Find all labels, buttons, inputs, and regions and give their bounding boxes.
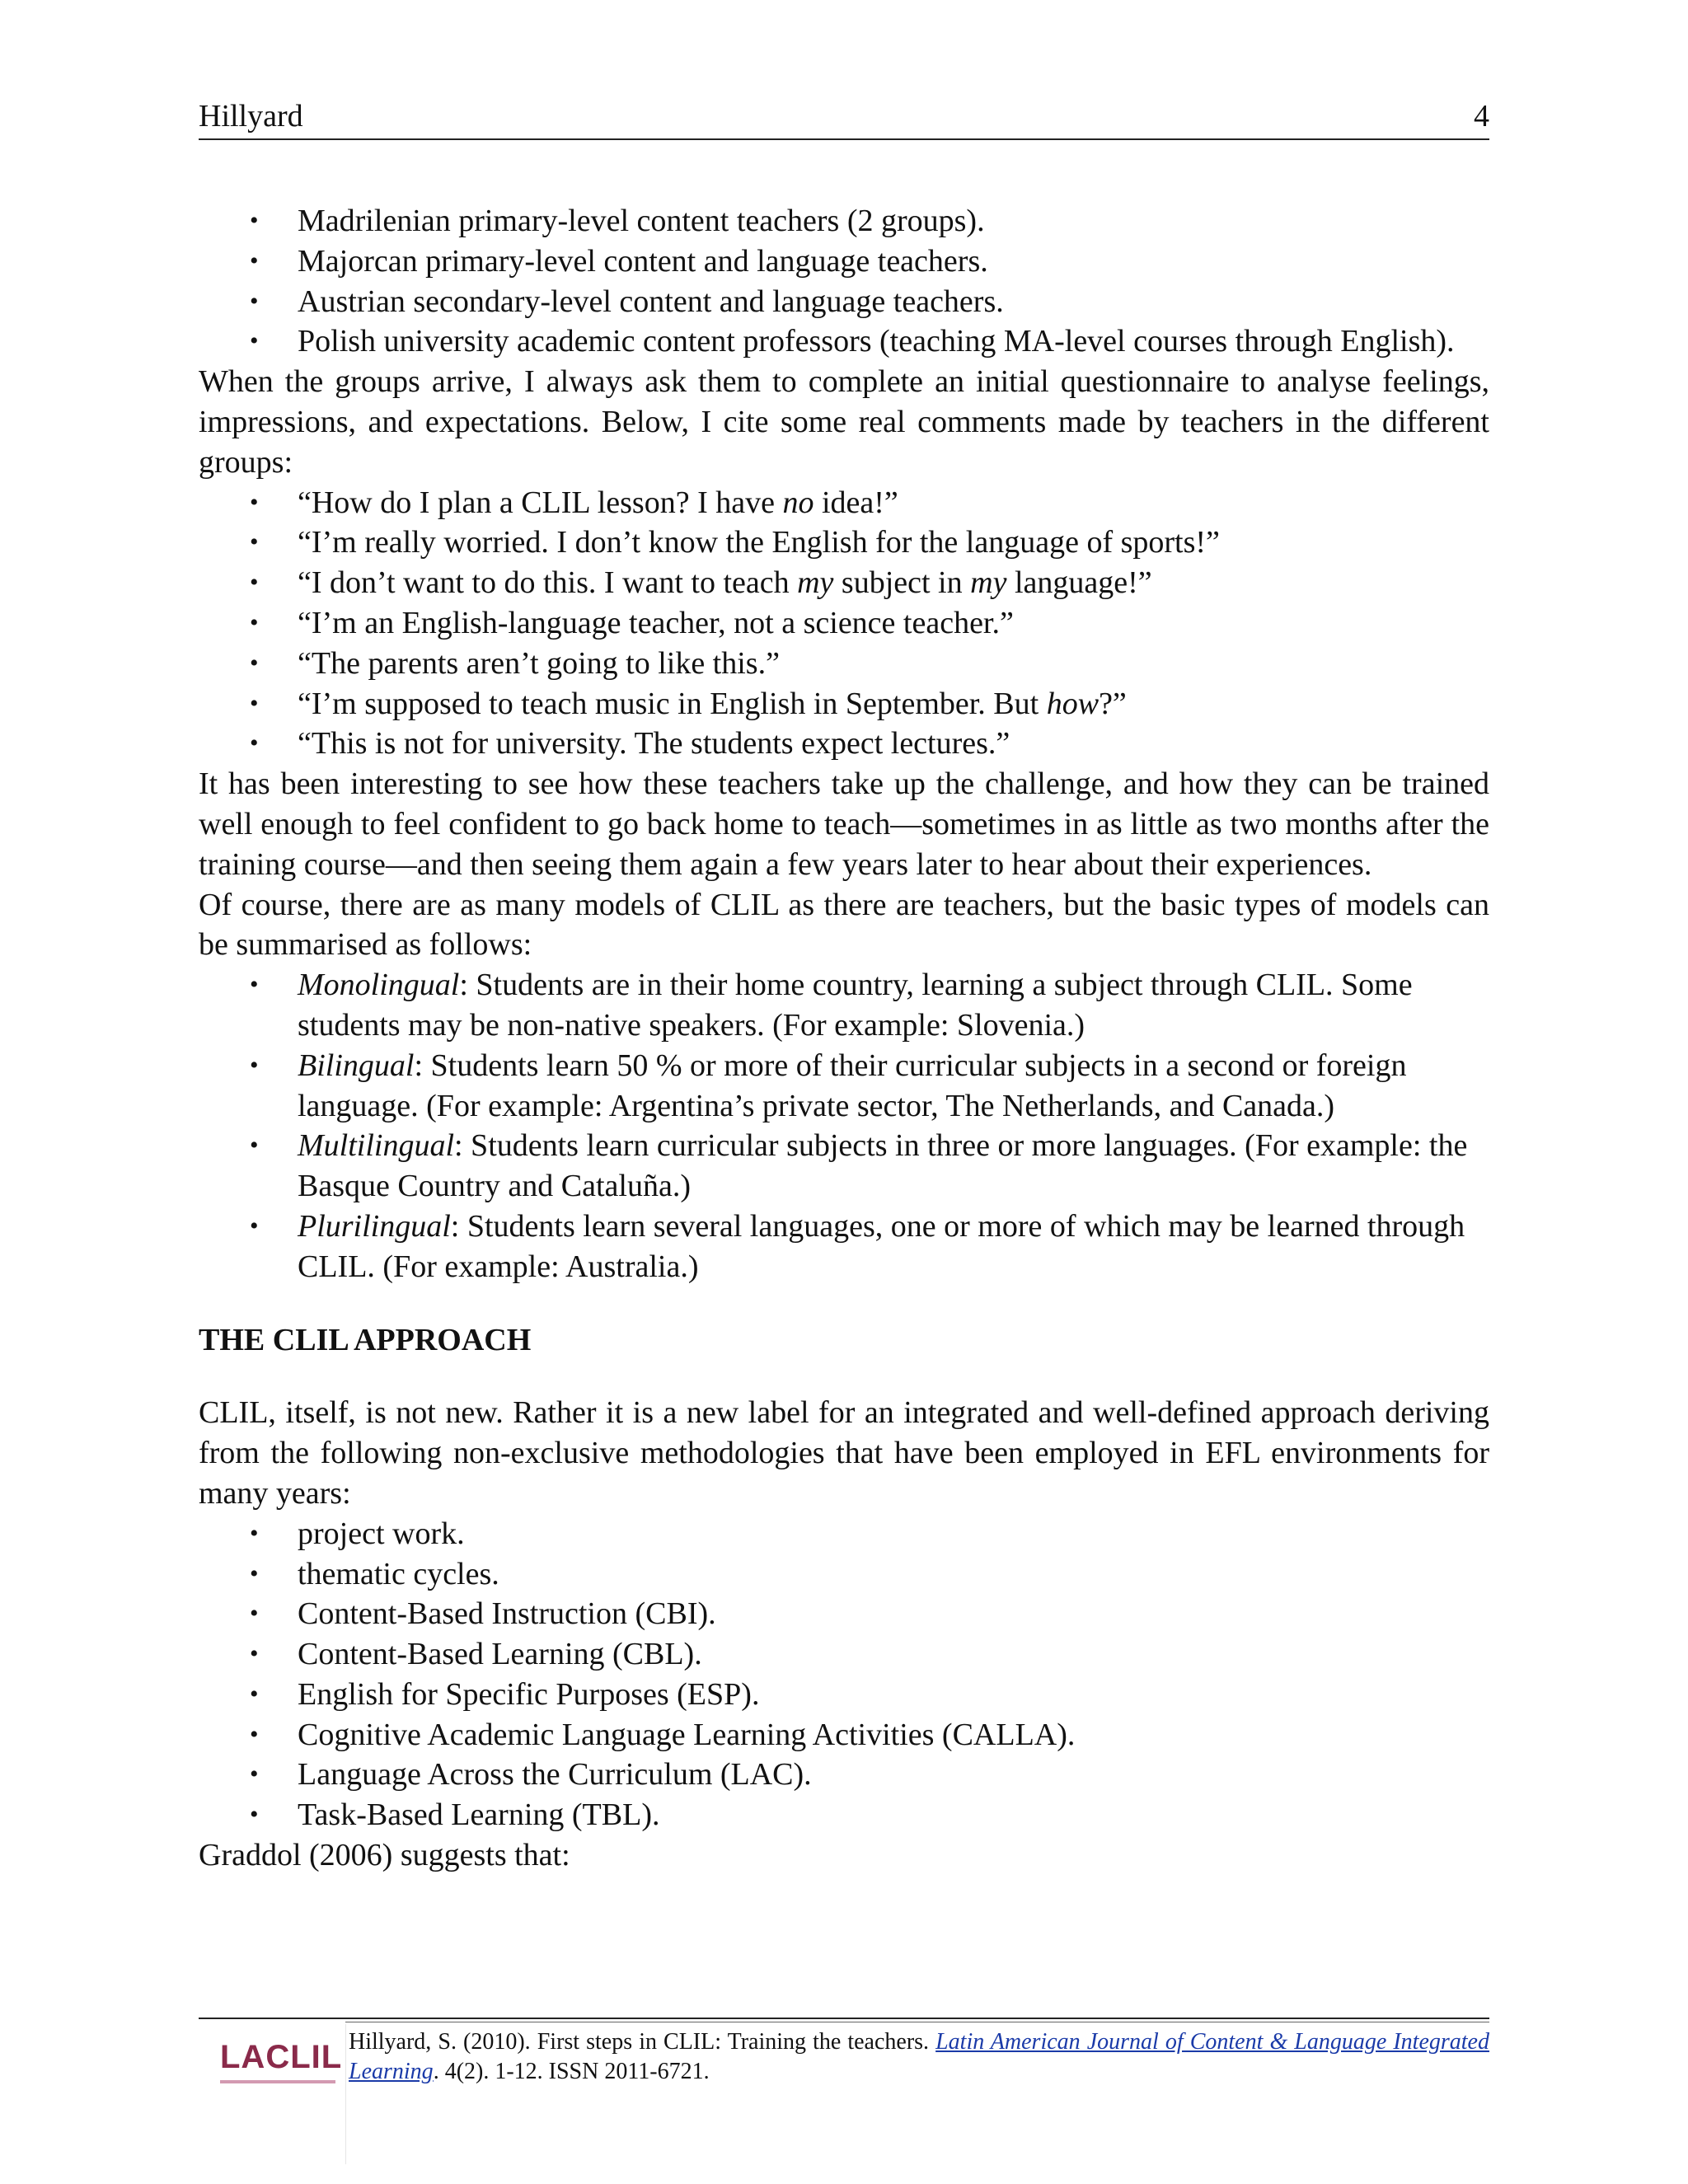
bullet-icon: • <box>250 1519 259 1547</box>
bullet-icon: • <box>250 488 259 516</box>
list-item: • Majorcan primary-level content and language teachers. <box>199 241 1489 282</box>
paragraph-challenge: It has been interesting to see how these teachers take up the challenge, and how they can be trained well enough to feel confident to go back home to teach—sometimes in as little as two months after the training course—and then seeing them again a few years later to hear about their experiences. <box>199 766 1489 882</box>
list-item: • “I’m an English-language teacher, not a science teacher.” <box>199 603 1489 644</box>
footer-citation: Hillyard, S. (2010). First steps in CLIL: Training the teachers. Latin American Journal of Content & Language Integrated Learning. 4(2). 1-12. ISSN 2011-6721. <box>349 2029 1489 2084</box>
bullet-icon: • <box>250 207 259 234</box>
bullet-icon: • <box>250 327 259 355</box>
laclil-logo: LACLIL <box>220 2039 327 2097</box>
bullet-icon: • <box>250 1600 259 1628</box>
footer-rule <box>199 2018 1489 2019</box>
list-item: • Madrilenian primary-level content teachers (2 groups). <box>199 201 1489 241</box>
bullet-icon: • <box>250 1720 259 1748</box>
body-text <box>199 201 1489 1876</box>
list-item: • project work. <box>199 1514 1489 1554</box>
bullet-icon: • <box>250 1132 259 1160</box>
journal-link[interactable]: Latin American Journal of Content & Language Integrated Learning <box>349 2029 1489 2084</box>
list-item: • Content-Based Learning (CBL). <box>199 1634 1489 1675</box>
bullet-icon: • <box>250 1051 259 1079</box>
paragraph-models-intro: Of course, there are as many models of CLIL as there are teachers, but the basic types of models can be summarised as follows: <box>199 887 1489 963</box>
list-item: • English for Specific Purposes (ESP). <box>199 1675 1489 1715</box>
list-item: • Polish university academic content professors (teaching MA-level courses through English). <box>199 321 1489 362</box>
list-item: • Language Across the Curriculum (LAC). <box>199 1755 1489 1795</box>
bullet-icon: • <box>250 649 259 677</box>
running-header <box>199 96 1489 140</box>
bullet-icon: • <box>250 1640 259 1668</box>
bullet-icon: • <box>250 1680 259 1708</box>
paragraph-clil-approach: CLIL, itself, is not new. Rather it is a new label for an integrated and well-defined approach deriving from the following non-exclusive methodologies that have been employed in EFL environments for many years: <box>199 1395 1489 1511</box>
list-item: • Bilingual: Students learn 50 % or more of their curricular subjects in a second or foreign language. (For example: Argentina’s private sector, The Netherlands, and Canada.) <box>199 1046 1489 1127</box>
bullet-icon: • <box>250 608 259 636</box>
bullet-icon: • <box>250 729 259 757</box>
bullet-icon: • <box>250 246 259 274</box>
header-author: Hillyard <box>199 99 303 134</box>
methodologies-list <box>199 1514 1489 1835</box>
paragraph-graddol: Graddol (2006) suggests that: <box>199 1838 570 1873</box>
bullet-icon: • <box>250 689 259 717</box>
section-heading: THE CLIL APPROACH <box>199 1322 532 1357</box>
page-number: 4 <box>1474 99 1489 134</box>
bullet-icon: • <box>250 287 259 315</box>
logo-underline <box>220 2080 335 2083</box>
list-item: • Multilingual: Students learn curricular subjects in three or more languages. (For example: the Basque Country and Cataluña.) <box>199 1126 1489 1207</box>
paragraph-questionnaire: When the groups arrive, I always ask them to complete an initial questionnaire to analyse feelings, impressions, and expectations. Below, I cite some real comments made by teachers in the different groups: <box>199 364 1489 480</box>
bullet-icon: • <box>250 528 259 556</box>
list-item: • “I don’t want to do this. I want to teach my subject in my language!” <box>199 563 1489 603</box>
list-item: • Plurilingual: Students learn several languages, one or more of which may be learned through CLIL. (For example: Australia.) <box>199 1207 1489 1287</box>
list-item: • Austrian secondary-level content and language teachers. <box>199 282 1489 322</box>
list-item: • Task-Based Learning (TBL). <box>199 1795 1489 1835</box>
list-item: • “The parents aren’t going to like this.” <box>199 644 1489 684</box>
quotes-list <box>199 483 1489 765</box>
bullet-icon: • <box>250 569 259 597</box>
list-item: • Monolingual: Students are in their home country, learning a subject through CLIL. Some students may be non-native speakers. (For example: Slovenia.) <box>199 965 1489 1046</box>
list-item: • “I’m supposed to teach music in English in September. But how?” <box>199 684 1489 724</box>
bullet-icon: • <box>250 1559 259 1587</box>
bullet-icon: • <box>250 1801 259 1829</box>
bullet-icon: • <box>250 1212 259 1240</box>
clil-models-list <box>199 965 1489 1286</box>
list-item: • “I’m really worried. I don’t know the English for the language of sports!” <box>199 523 1489 563</box>
bullet-icon: • <box>250 1760 259 1788</box>
bullet-icon: • <box>250 971 259 999</box>
list-item: • “How do I plan a CLIL lesson? I have no idea!” <box>199 483 1489 523</box>
list-item: • “This is not for university. The students expect lectures.” <box>199 724 1489 764</box>
list-item: • thematic cycles. <box>199 1554 1489 1595</box>
teacher-groups-list <box>199 201 1489 362</box>
footer-divider <box>345 2024 346 2164</box>
list-item: • Content-Based Instruction (CBI). <box>199 1594 1489 1634</box>
list-item: • Cognitive Academic Language Learning Activities (CALLA). <box>199 1715 1489 1755</box>
